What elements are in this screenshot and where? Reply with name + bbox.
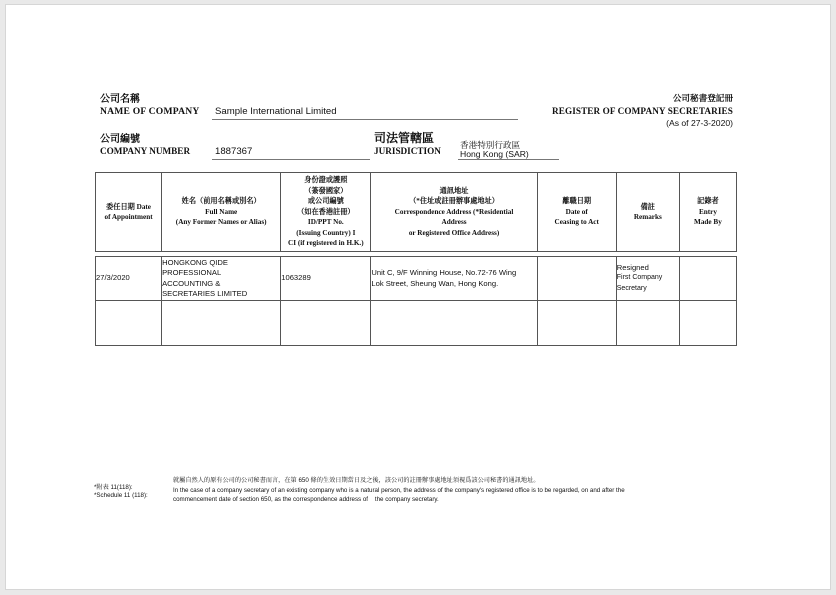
table-row-empty — [96, 301, 737, 346]
table-header-row — [96, 173, 737, 252]
jurisdiction-label-zh: 司法管轄區 — [374, 131, 435, 145]
cell-entry-made-by — [679, 257, 736, 301]
col-header-date-ceased: 離職日期 Date of Ceasing to Act — [537, 173, 616, 252]
company-number-value: 1887367 — [215, 146, 253, 157]
jurisdiction-value-en: Hong Kong (SAR) — [460, 149, 529, 159]
register-title-zh: 公司秘書登記冊 — [672, 93, 733, 103]
jurisdiction-underline — [458, 159, 559, 160]
cell-full-name: HONGKONG QIDE PROFESSIONAL ACCOUNTING & SECRETARIES LIMITED — [162, 257, 281, 301]
cell-remarks: Resigned First Company Secretary — [616, 257, 679, 301]
company-number-label-en: COMPANY NUMBER — [100, 146, 191, 156]
col-header-date-appointed: 委任日期 Date of Appointment — [96, 173, 162, 252]
company-name-value: Sample International Limited — [215, 106, 337, 117]
table-row — [96, 257, 737, 301]
company-name-label-zh: 公司名稱 — [100, 94, 140, 105]
company-number-underline — [212, 159, 370, 160]
col-header-entry-made-by: 記錄者 Entry Made By — [679, 173, 736, 252]
register-page — [5, 4, 831, 590]
company-name-underline — [212, 119, 518, 120]
company-name-label-en: NAME OF COMPANY — [100, 106, 200, 117]
footnote-text-en-line1: In the case of a company secretary of an existing company who is a natural person, the address of the company's registered office is to be regarded, on and after the — [173, 487, 625, 494]
company-number-label-zh: 公司編號 — [100, 134, 140, 145]
col-header-address: 通訊地址 （*住址或註冊辦事處地址） Correspondence Address (*Residential Address or Registered Office Address) — [371, 173, 537, 252]
col-header-full-name: 姓名（前用名稱或別名） Full Name (Any Former Names or Alias) — [162, 173, 281, 252]
register-table — [95, 172, 737, 346]
register-title-en: REGISTER OF COMPANY SECRETARIES — [551, 106, 733, 116]
footnote-label-zh: *附表 11(118): — [94, 484, 133, 491]
footnote-text-zh: 就屬自然人的原有公司的公司秘書而言，在第 650 條的生效日期當日及之後，該公司的註冊辦事處地址須視爲該公司秘書的通訊地址。 — [173, 477, 540, 484]
footnote-label-en: *Schedule 11 (118): — [94, 492, 148, 499]
as-of-date: (As of 27-3-2020) — [666, 118, 733, 128]
jurisdiction-value-zh: 香港特別行政區 — [460, 140, 521, 150]
col-header-remarks: 備註 Remarks — [616, 173, 679, 252]
jurisdiction-label-en: JURISDICTION — [374, 146, 441, 156]
col-header-id-number: 身份證或護照 （簽發國家） 或公司編號 （如在香港註冊） ID/PPT No. (Issuing Country) I CI (if registered in H.K.) — [281, 173, 371, 252]
cell-date-appointed: 27/3/2020 — [96, 257, 162, 301]
cell-address: Unit C, 9/F Winning House, No.72-76 Wing Lok Street, Sheung Wan, Hong Kong. — [371, 257, 537, 301]
cell-id-number: 1063289 — [281, 257, 371, 301]
cell-date-ceased — [537, 257, 616, 301]
footnote-text-en-line2: commencement date of section 650, as the correspondence address of the company secretary. — [173, 496, 439, 503]
